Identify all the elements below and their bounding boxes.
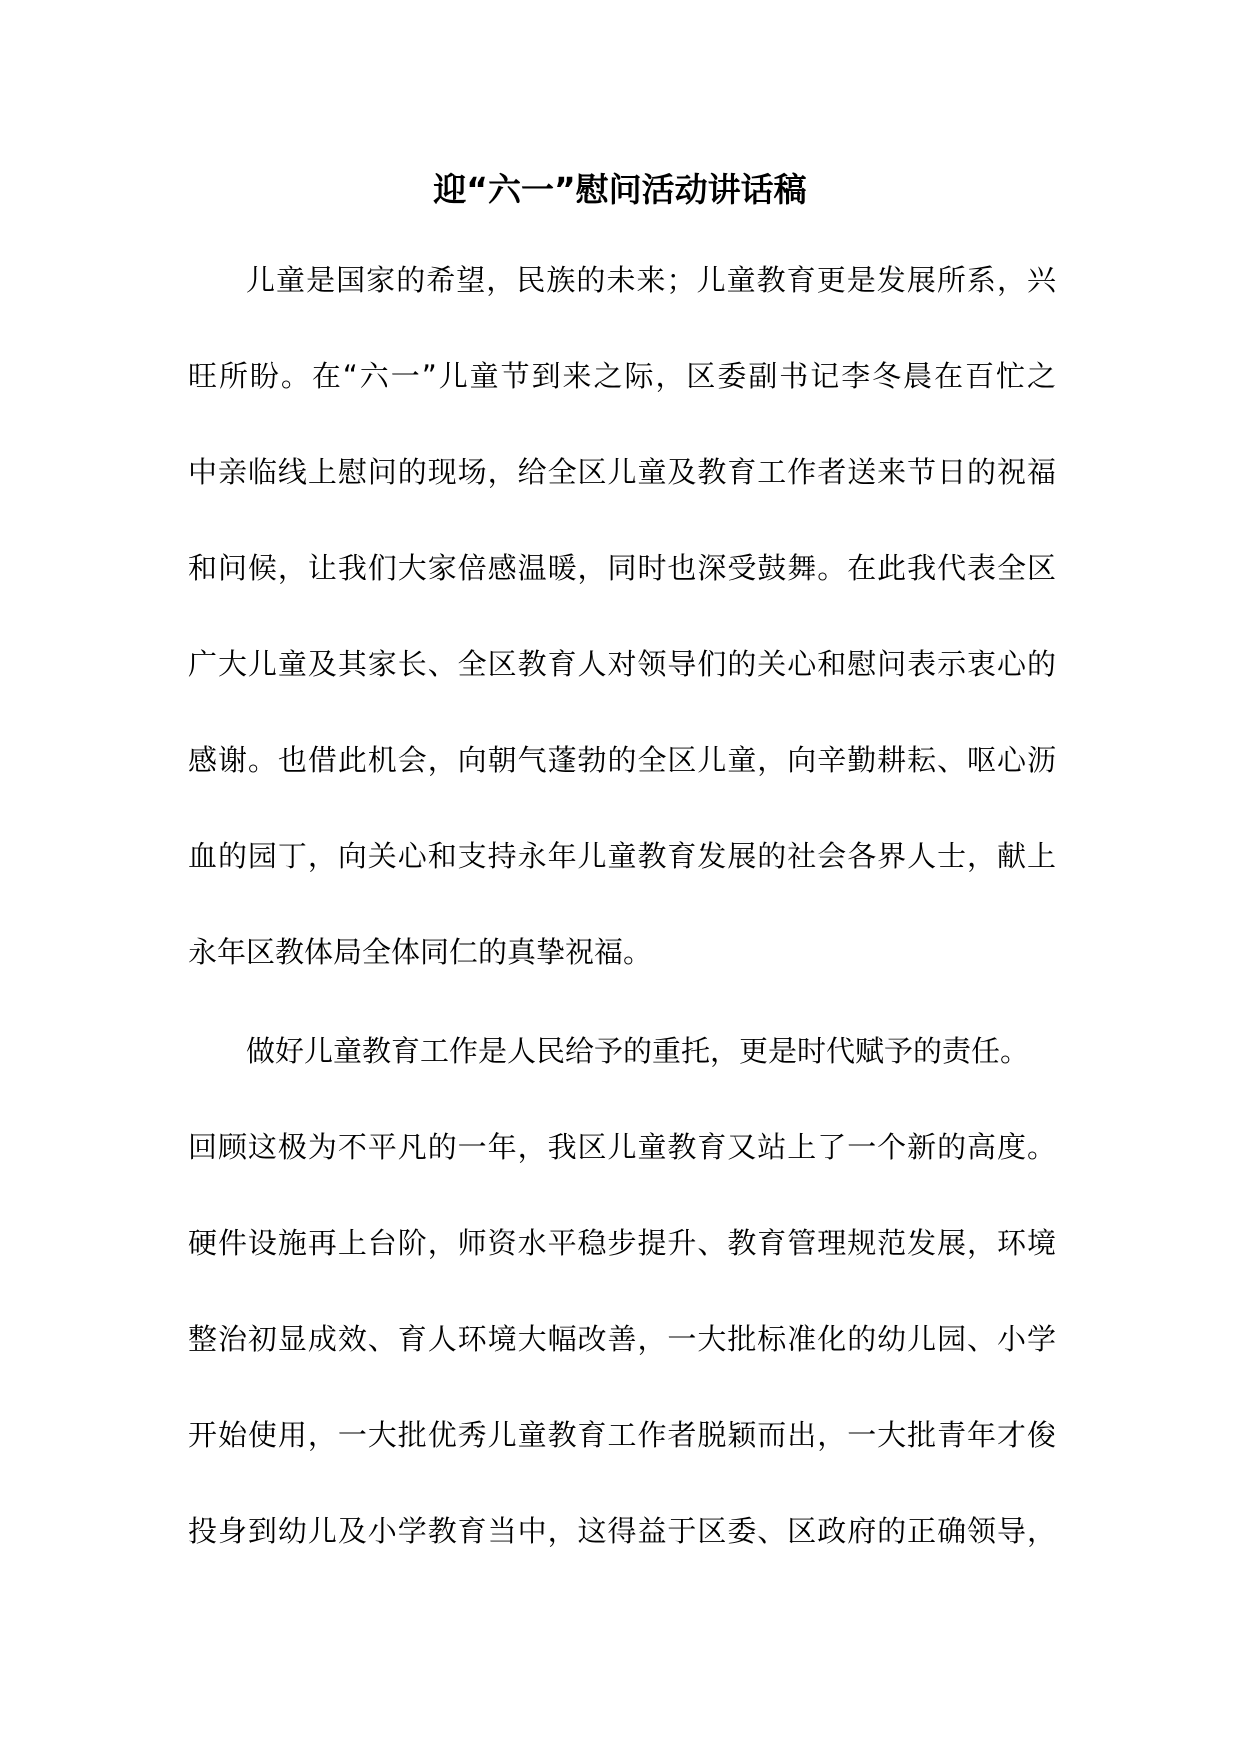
paragraph-line: 硬件设施再上台阶，师资水平稳步提升、教育管理规范发展，环境 — [188, 1226, 1056, 1260]
paragraph-line: 回顾这极为不平凡的一年，我区儿童教育又站上了一个新的高度。 — [188, 1130, 1056, 1164]
paragraph-line: 中亲临线上慰问的现场，给全区儿童及教育工作者送来节日的祝福 — [188, 455, 1056, 489]
paragraph-line: 整治初显成效、育人环境大幅改善，一大批标准化的幼儿园、小学 — [188, 1322, 1056, 1356]
paragraph-line: 和问候，让我们大家倍感温暖，同时也深受鼓舞。在此我代表全区 — [188, 551, 1056, 585]
paragraph-line: 开始使用，一大批优秀儿童教育工作者脱颖而出，一大批青年才俊 — [188, 1418, 1056, 1452]
paragraph-1 — [188, 232, 1056, 1000]
paragraph-line: 做好儿童教育工作是人民给予的重托，更是时代赋予的责任。 — [246, 1034, 1030, 1068]
document-title: 迎“六一”慰问活动讲话稿 — [433, 170, 807, 209]
paragraph-line: 血的园丁，向关心和支持永年儿童教育发展的社会各界人士，献上 — [188, 839, 1056, 873]
paragraph-2 — [188, 1003, 1056, 1579]
paragraph-line: 旺所盼。在“六一”儿童节到来之际，区委副书记李冬晨在百忙之 — [188, 359, 1056, 393]
paragraph-line: 感谢。也借此机会，向朝气蓬勃的全区儿童，向辛勤耕耘、呕心沥 — [188, 743, 1056, 777]
paragraph-line: 永年区教体局全体同仁的真挚祝福。 — [188, 935, 653, 969]
paragraph-line: 儿童是国家的希望，民族的未来；儿童教育更是发展所系，兴 — [246, 263, 1056, 297]
paragraph-line: 投身到幼儿及小学教育当中，这得益于区委、区政府的正确领导， — [188, 1514, 1056, 1548]
paragraph-line: 广大儿童及其家长、全区教育人对领导们的关心和慰问表示衷心的 — [188, 647, 1056, 681]
